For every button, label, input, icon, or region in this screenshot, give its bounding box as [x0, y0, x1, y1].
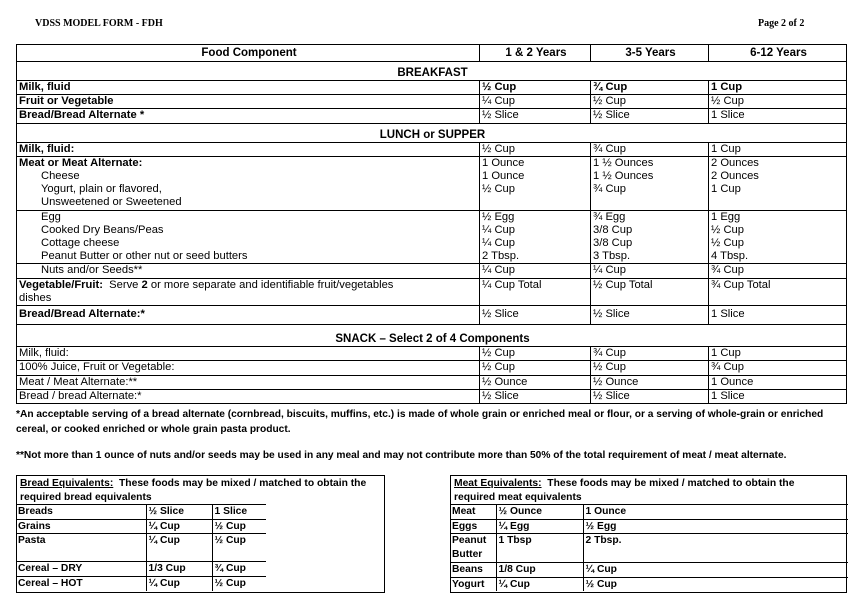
- amount-cell: ½ Cup Total: [591, 278, 709, 305]
- amount-cell: ½ Slice: [591, 109, 709, 123]
- form-title: VDSS MODEL FORM - FDH: [35, 18, 163, 29]
- table-row: [17, 183, 847, 210]
- meat-equivalents-box: [450, 475, 847, 593]
- food-cell: Bread/Bread Alternate:*: [17, 306, 480, 325]
- equiv-amount: 1/8 Cup: [496, 562, 583, 577]
- equiv-amount: ½ Cup: [212, 519, 266, 534]
- amount-cell: ¼ Cup: [480, 264, 591, 278]
- amount-cell: ½ Slice: [591, 389, 709, 403]
- amount-cell: ¼ Cup: [480, 95, 591, 109]
- food-cell: Milk, fluid:: [17, 142, 480, 156]
- table-row: [17, 224, 847, 237]
- amount-cell: ½ Slice: [591, 306, 709, 325]
- food-cell: Bread / bread Alternate:*: [17, 389, 480, 403]
- table-row: [16, 562, 266, 577]
- food-cell: Meat / Meat Alternate:**: [17, 375, 480, 389]
- table-row: [16, 577, 266, 591]
- col-header-age-3-5: 3-5 Years: [591, 45, 709, 62]
- amount-cell: ¾ Cup: [591, 183, 709, 210]
- amount-cell: ½ Cup: [480, 142, 591, 156]
- food-cell: 100% Juice, Fruit or Vegetable:: [17, 361, 480, 375]
- amount-cell: ¾ Cup Total: [709, 278, 847, 305]
- table-row: [17, 306, 847, 325]
- food-text: or more separate and identifiable fruit/vegetables: [150, 278, 394, 291]
- food-cell: Cheese: [17, 170, 480, 183]
- amount-cell: 1 Slice: [709, 109, 847, 123]
- amount-cell: ¾ Cup: [591, 347, 709, 361]
- bread-equivalents-table: [16, 504, 266, 591]
- amount-cell: ½ Cup: [591, 95, 709, 109]
- section-title-lunch: LUNCH or SUPPER: [17, 123, 847, 142]
- equiv-amount: ½ Slice: [146, 505, 212, 520]
- meat-equivalents-desc: required meat equivalents: [454, 491, 582, 503]
- food-line: Yogurt, plain or flavored,: [41, 183, 162, 196]
- page-number: Page 2 of 2: [758, 18, 805, 29]
- table-row: [16, 534, 266, 548]
- equiv-amount: ½ Ounce: [496, 505, 583, 520]
- equiv-item: Beans: [450, 562, 496, 577]
- equiv-item: Cereal – HOT: [16, 577, 146, 591]
- amount-cell: 3/8 Cup: [591, 237, 709, 250]
- food-cell: Egg: [17, 210, 480, 224]
- bread-equivalents-desc: required bread equivalents: [20, 491, 152, 503]
- meal-pattern-table: [16, 44, 847, 404]
- food-cell: Cottage cheese: [17, 237, 480, 250]
- table-row: [450, 534, 848, 562]
- table-header-row: [17, 45, 847, 62]
- amount-cell: ½ Cup: [709, 224, 847, 237]
- amount-cell: 2 Tbsp.: [480, 250, 591, 264]
- equiv-amount: ¼ Egg: [496, 519, 583, 534]
- amount-cell: 1 Cup: [709, 142, 847, 156]
- table-row: [17, 95, 847, 109]
- food-cell: Meat or Meat Alternate:: [17, 156, 480, 170]
- equiv-amount: ¼ Cup: [146, 519, 212, 534]
- equiv-amount: 1 Slice: [212, 505, 266, 520]
- equiv-amount: 1 Tbsp: [496, 534, 583, 562]
- amount-cell: ¼ Cup Total: [480, 278, 591, 305]
- equiv-amount: ¼ Cup: [496, 577, 583, 591]
- equiv-item: Eggs: [450, 519, 496, 534]
- table-row: [16, 519, 266, 534]
- footnote-line: cereal, or cooked enriched or whole grain pasta product.: [16, 424, 291, 435]
- amount-cell: 2 Ounces: [709, 156, 847, 170]
- amount-cell: ¾ Cup: [709, 264, 847, 278]
- amount-cell: ½ Cup: [709, 95, 847, 109]
- amount-cell: 1 Ounce: [480, 156, 591, 170]
- food-cell: Milk, fluid: [17, 81, 480, 95]
- meat-equivalents-table: [450, 504, 848, 591]
- food-cell: [17, 183, 480, 210]
- amount-cell: ¾ Cup: [709, 361, 847, 375]
- amount-cell: 4 Tbsp.: [709, 250, 847, 264]
- amount-cell: ½ Slice: [480, 109, 591, 123]
- amount-cell: ½ Cup: [480, 183, 591, 210]
- amount-cell: 1 Slice: [709, 306, 847, 325]
- equiv-amount: ¼ Cup: [583, 562, 848, 577]
- table-row: [17, 142, 847, 156]
- section-row-breakfast: [17, 62, 847, 81]
- equiv-amount: ½ Cup: [583, 577, 848, 591]
- amount-cell: 1 Slice: [709, 389, 847, 403]
- amount-cell: ¼ Cup: [480, 224, 591, 237]
- amount-cell: ½ Ounce: [480, 375, 591, 389]
- amount-cell: ½ Cup: [480, 347, 591, 361]
- amount-cell: ¼ Cup: [480, 237, 591, 250]
- meat-equivalents-title: Meat Equivalents:: [454, 478, 542, 489]
- equiv-amount: ¼ Cup: [146, 577, 212, 591]
- food-line: Unsweetened or Sweetened: [41, 196, 182, 209]
- equiv-amount: 1/3 Cup: [146, 562, 212, 577]
- equiv-item-line: Peanut: [452, 535, 487, 547]
- amount-cell: ¾ Egg: [591, 210, 709, 224]
- amount-cell: 3/8 Cup: [591, 224, 709, 237]
- table-row: [17, 237, 847, 250]
- col-header-food: Food Component: [17, 45, 480, 62]
- food-text: dishes: [19, 291, 52, 304]
- equiv-item: [450, 534, 496, 562]
- table-row: [450, 505, 848, 520]
- table-row: [17, 389, 847, 403]
- section-title-breakfast: BREAKFAST: [17, 62, 847, 81]
- section-title-snack: SNACK – Select 2 of 4 Components: [17, 325, 847, 347]
- table-row: [17, 109, 847, 123]
- table-row: [17, 278, 847, 305]
- amount-cell: ½ Ounce: [591, 375, 709, 389]
- amount-cell: ½ Cup: [709, 237, 847, 250]
- meat-equivalents-heading: [451, 476, 846, 504]
- section-row-snack: [17, 325, 847, 347]
- amount-cell: ½ Cup: [480, 81, 591, 95]
- amount-cell: 3 Tbsp.: [591, 250, 709, 264]
- table-row: [17, 81, 847, 95]
- meat-equivalents-desc: These foods may be mixed / matched to obtain the: [547, 478, 795, 489]
- bread-equivalents-heading: [17, 476, 384, 504]
- equiv-amount: ½ Egg: [583, 519, 848, 534]
- food-cell: [17, 278, 480, 305]
- equiv-item: Meat: [450, 505, 496, 520]
- amount-cell: ¾ Cup: [591, 81, 709, 95]
- amount-cell: 1 ½ Ounces: [591, 156, 709, 170]
- amount-cell: 1 Egg: [709, 210, 847, 224]
- equiv-item: Grains: [16, 519, 146, 534]
- footnote-line: *An acceptable serving of a bread alternate (cornbread, biscuits, muffins, etc.) is made of whole grain or enriched meal or flour, or a serving of whole-grain or enriched: [16, 409, 824, 420]
- table-row: [17, 347, 847, 361]
- table-row: [450, 577, 848, 591]
- equiv-amount: 1 Ounce: [583, 505, 848, 520]
- amount-cell: 1 Ounce: [709, 375, 847, 389]
- food-text: Serve: [109, 278, 139, 291]
- food-number: 2: [141, 278, 148, 291]
- table-row: [450, 562, 848, 577]
- equiv-amount: ½ Cup: [212, 577, 266, 591]
- food-cell: Nuts and/or Seeds**: [17, 264, 480, 278]
- amount-cell: ¼ Cup: [591, 264, 709, 278]
- food-cell: Peanut Butter or other nut or seed butters: [17, 250, 480, 264]
- equiv-item: Pasta: [16, 534, 146, 548]
- amount-cell: 1 Ounce: [480, 170, 591, 183]
- equiv-amount: 2 Tbsp.: [583, 534, 848, 562]
- table-row-spacer: [16, 548, 266, 562]
- food-cell: Cooked Dry Beans/Peas: [17, 224, 480, 237]
- table-row: [17, 250, 847, 264]
- bread-equivalents-desc: These foods may be mixed / matched to obtain the: [119, 478, 367, 489]
- equiv-amount: ¾ Cup: [212, 562, 266, 577]
- section-row-lunch: [17, 123, 847, 142]
- amount-cell: 1 ½ Ounces: [591, 170, 709, 183]
- footnote-nuts-seeds: **Not more than 1 ounce of nuts and/or seeds may be used in any meal and may not contribute more than 50% of the total requirement of meat / meat alternate.: [16, 450, 787, 461]
- amount-cell: 1 Cup: [709, 183, 847, 210]
- bread-equivalents-title: Bread Equivalents:: [20, 478, 114, 489]
- equiv-item-line: Butter: [452, 549, 483, 561]
- table-row: [450, 519, 848, 534]
- amount-cell: ½ Slice: [480, 389, 591, 403]
- amount-cell: ½ Egg: [480, 210, 591, 224]
- food-label: Vegetable/Fruit:: [19, 278, 103, 291]
- equiv-item: Breads: [16, 505, 146, 520]
- table-row: [16, 505, 266, 520]
- amount-cell: ½ Cup: [480, 361, 591, 375]
- food-cell: Bread/Bread Alternate *: [17, 109, 480, 123]
- food-cell: Milk, fluid:: [17, 347, 480, 361]
- table-row: [17, 375, 847, 389]
- amount-cell: ½ Slice: [480, 306, 591, 325]
- equiv-amount: ¼ Cup: [146, 534, 212, 548]
- footnote-bread-alternate: [16, 407, 851, 437]
- table-row: [17, 170, 847, 183]
- equiv-item: Yogurt: [450, 577, 496, 591]
- table-row: [17, 210, 847, 224]
- amount-cell: ½ Cup: [591, 361, 709, 375]
- equiv-amount: ½ Cup: [212, 534, 266, 548]
- table-row: [17, 361, 847, 375]
- col-header-age-6-12: 6-12 Years: [709, 45, 847, 62]
- bread-equivalents-box: [16, 475, 385, 593]
- amount-cell: 2 Ounces: [709, 170, 847, 183]
- amount-cell: 1 Cup: [709, 81, 847, 95]
- food-cell: Fruit or Vegetable: [17, 95, 480, 109]
- table-row: [17, 264, 847, 278]
- amount-cell: 1 Cup: [709, 347, 847, 361]
- amount-cell: ¾ Cup: [591, 142, 709, 156]
- col-header-age-1-2: 1 & 2 Years: [480, 45, 591, 62]
- table-row: [17, 156, 847, 170]
- equiv-item: Cereal – DRY: [16, 562, 146, 577]
